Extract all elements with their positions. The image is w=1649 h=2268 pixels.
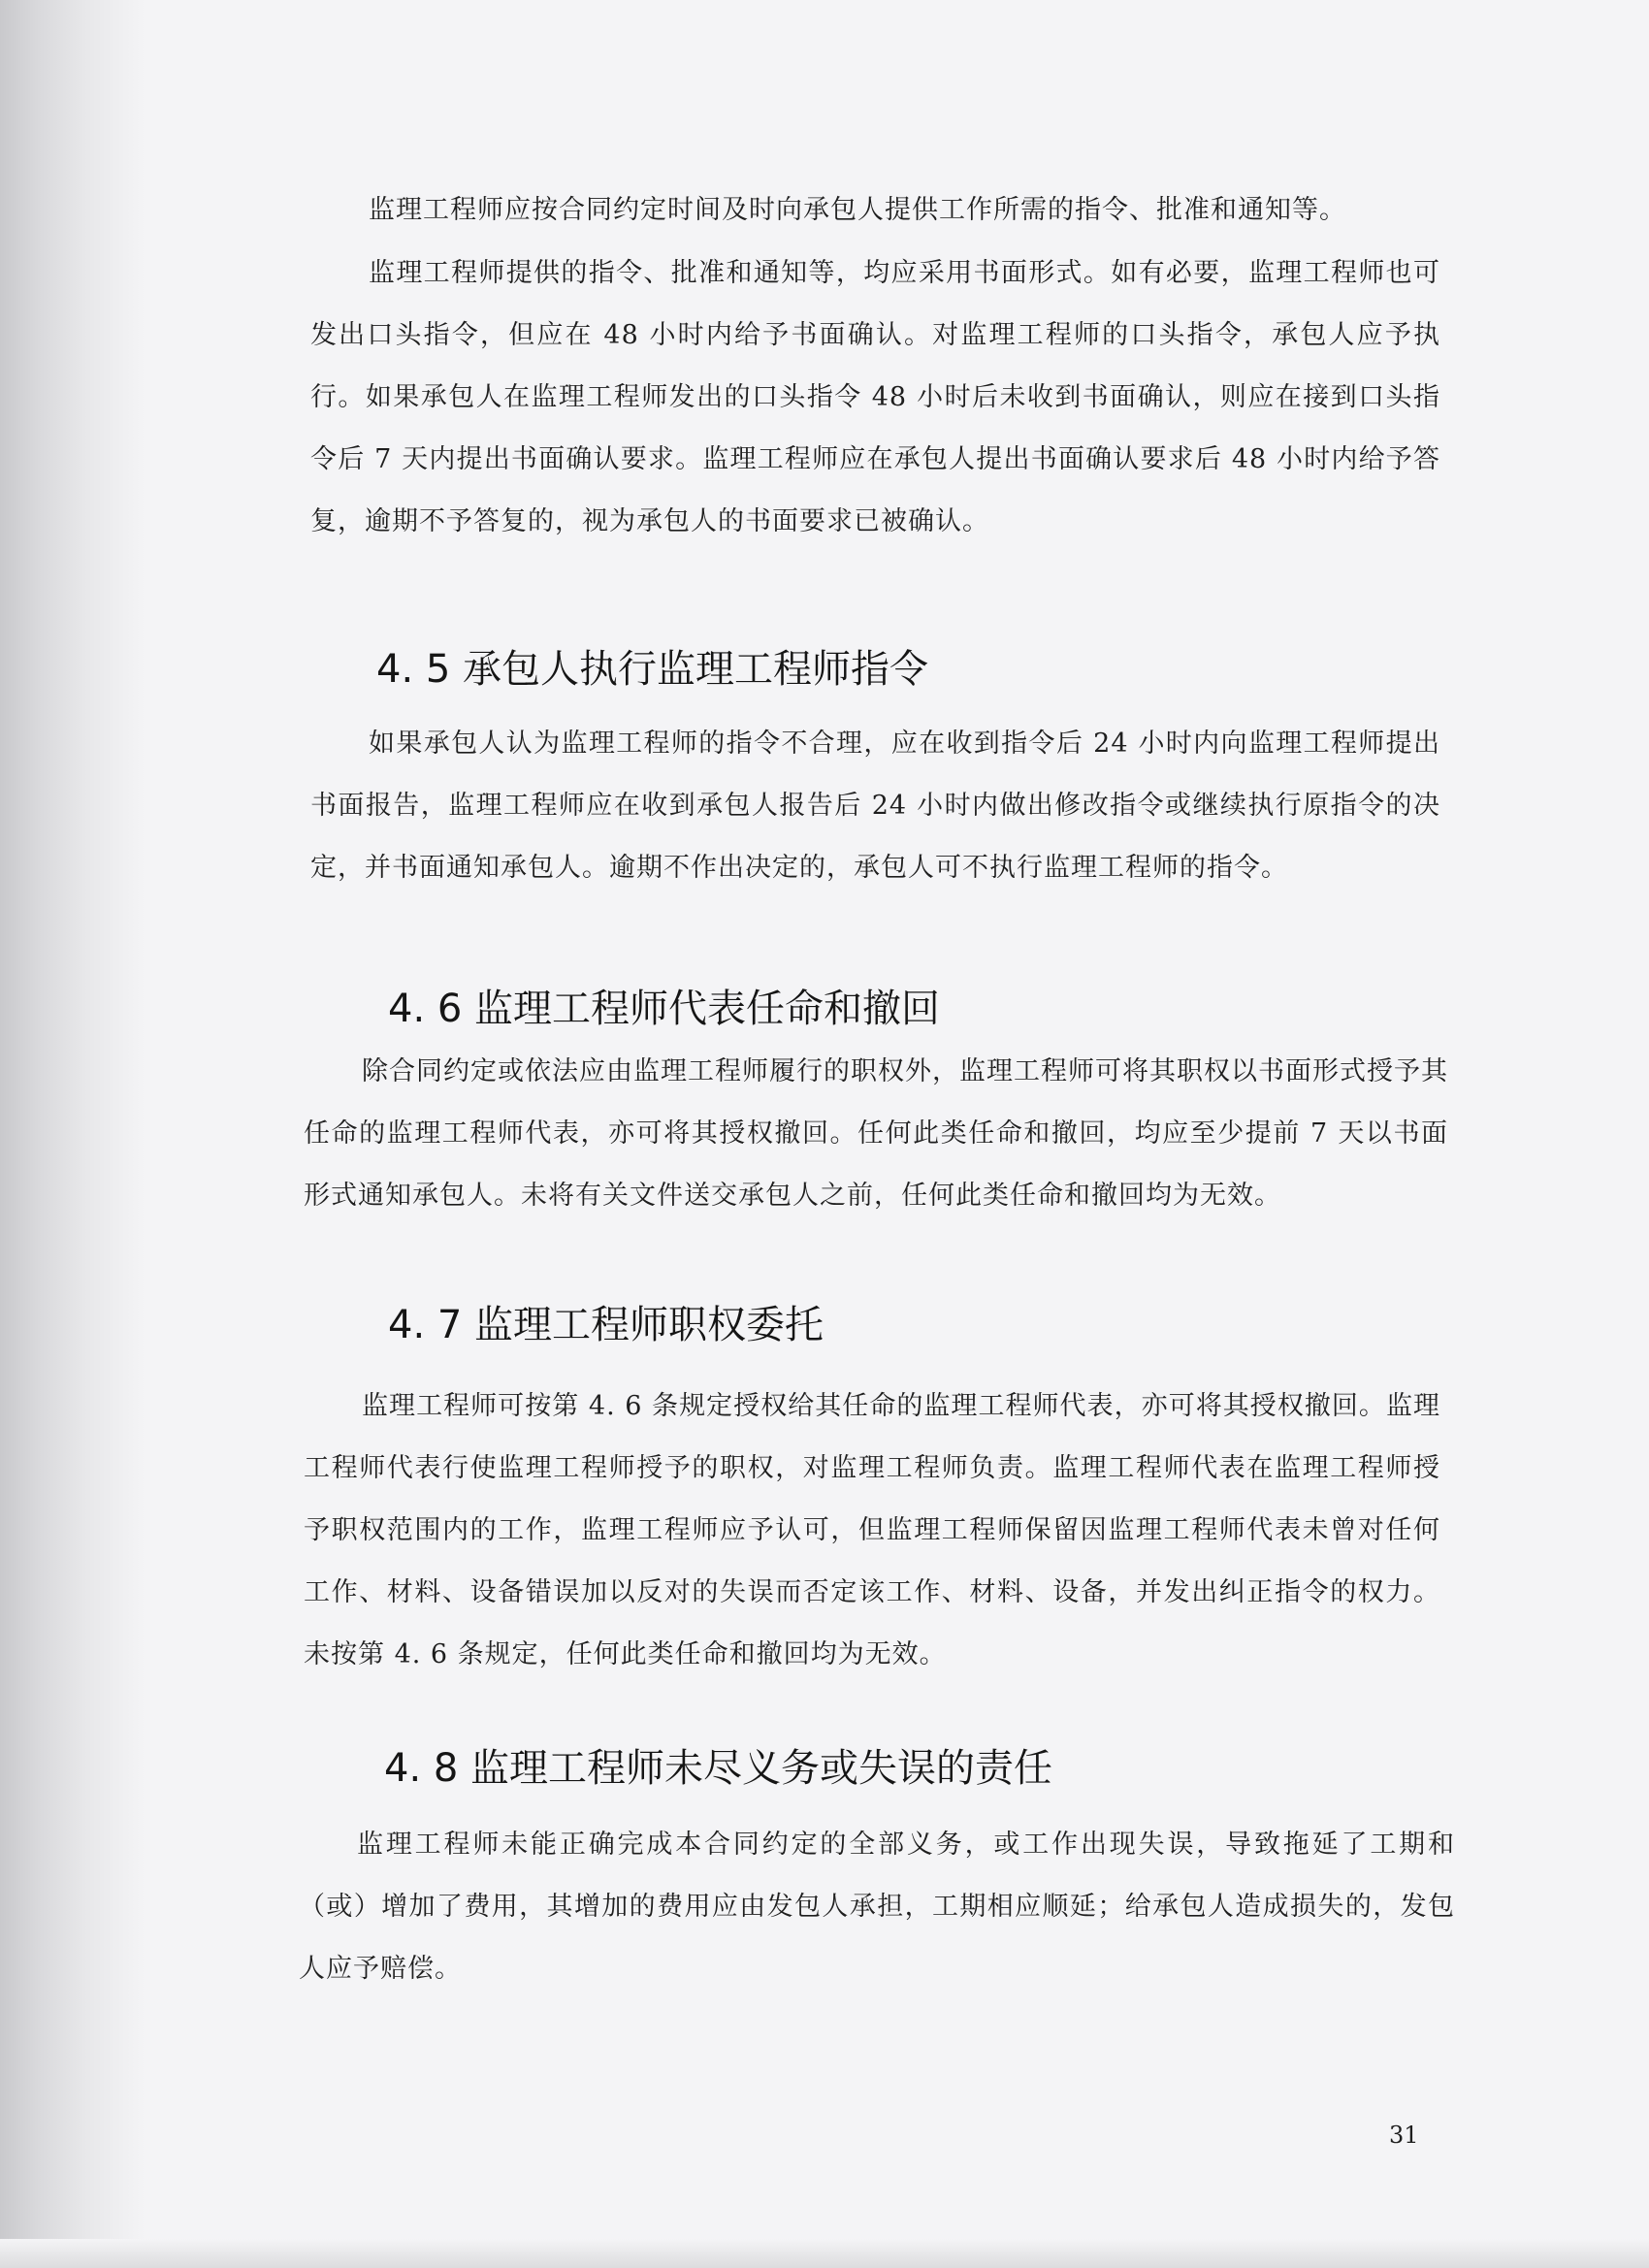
heading-section-4-5: 4. 5 承包人执行监理工程师指令 [376, 647, 929, 692]
heading-section-4-7: 4. 7 监理工程师职权委托 [388, 1303, 824, 1347]
heading-section-4-8: 4. 8 监理工程师未尽义务或失误的责任 [384, 1746, 1053, 1791]
paragraph-section-4-5: 如果承包人认为监理工程师的指令不合理，应在收到指令后 24 小时内向监理工程师提出书面报告，监理工程师应在收到承包人报告后 24 小时内做出修改指令或继续执行原指令的决定，并书面通知承包人。逾期不作出决定的，承包人可不执行监理工程师的指令。 [310, 729, 1440, 883]
paragraph-section-4-7: 监理工程师可按第 4. 6 条规定授权给其任命的监理工程师代表，亦可将其授权撤回。监理工程师代表行使监理工程师授予的职权，对监理工程师负责。监理工程师代表在监理工程师授予职权范围内的工作，监理工程师应予认可，但监理工程师保留因监理工程师代表未曾对任何工作、材料、设备错误加以反对的失误而否定该工作、材料、设备，并发出纠正指令的权力。未按第 4. 6 条规定，任何此类任命和撤回均为无效。 [304, 1391, 1440, 1669]
paragraph-instruction-timing: 监理工程师应按合同约定时间及时向承包人提供工作所需的指令、批准和通知等。 [369, 195, 1346, 225]
paragraph-section-4-8: 监理工程师未能正确完成本合同约定的全部义务，或工作出现失误，导致拖延了工期和（或）增加了费用，其增加的费用应由发包人承担，工期相应顺延；给承包人造成损失的，发包人应予赔偿。 [299, 1830, 1455, 1984]
heading-section-4-6: 4. 6 监理工程师代表任命和撤回 [388, 987, 941, 1031]
paragraph-section-4-6: 除合同约定或依法应由监理工程师履行的职权外，监理工程师可将其职权以书面形式授予其任命的监理工程师代表，亦可将其授权撤回。任何此类任命和撤回，均应至少提前 7 天以书面形式通知承包人。未将有关文件送交承包人之前，任何此类任命和撤回均为无效。 [304, 1056, 1448, 1211]
page-number: 31 [1389, 2122, 1419, 2149]
paragraph-written-instructions: 监理工程师提供的指令、批准和通知等，均应采用书面形式。如有必要，监理工程师也可发出口头指令，但应在 48 小时内给予书面确认。对监理工程师的口头指令，承包人应予执行。如果承包人在监理工程师发出的口头指令 48 小时后未收到书面确认，则应在接到口头指令后 7 天内提出书面确认要求。监理工程师应在承包人提出书面确认要求后 48 小时内给予答复，逾期不予答复的，视为承包人的书面要求已被确认。 [310, 258, 1440, 536]
